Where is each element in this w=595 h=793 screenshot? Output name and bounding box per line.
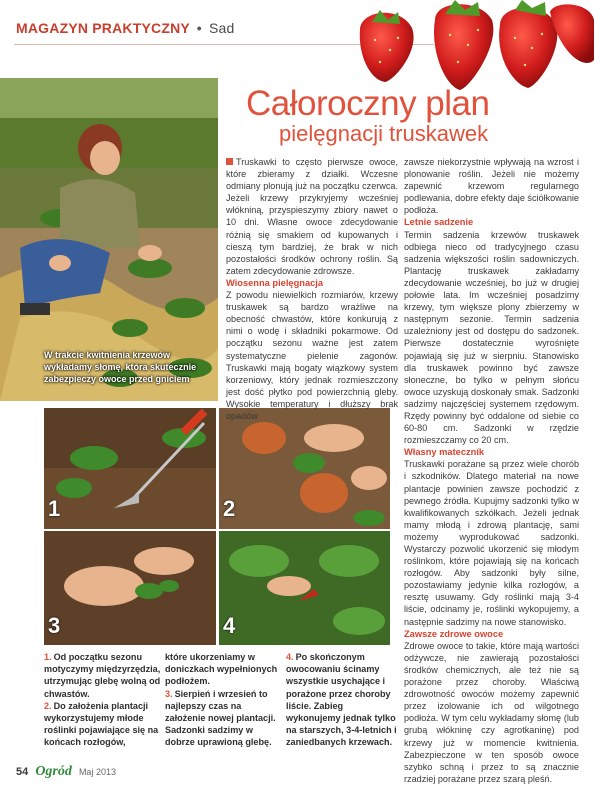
paragraph: Truskawki porażane są przez wiele chorób i szkodników. Dlatego materiał na nowe plantacje powinien zawsze pochodzić z pewnego źródła. Kupujmy sadzonki tylko w kwalifikowanych szkółkach. Jeżeli jednak mamy młodą i zdrową plantację, sami możemy wyprodukować sadzonki. Wystarczy pozwolić ukorzenić się młodym roślinkom, które pojawiają się na końcach rozłogów. Aby sadzonki były silne, pozostawiamy jedynie kilka rozłogów, a resztę usuwamy. Gdy roślinki mają 3-4 liście, odcinamy je, roślinki wykopujemy, a następnie sadzimy na nowe stanowisko. (404, 459, 579, 627)
subsection-name: Sad (208, 20, 235, 36)
subheading-summer-planting: Letnie sadzenie (404, 217, 474, 228)
article-title: Całoroczny plan (246, 84, 490, 123)
section-header (16, 20, 235, 36)
step-4-caption: 4. Po skończonym owocowaniu ścinamy wszystkie usychające i porażone przez choroby liście. Zabieg wykonujemy jednak tylko na starszych, 3-4-letnich i zaniedbanych krzewach. (286, 652, 397, 748)
step-captions-col-2 (165, 651, 283, 749)
paragraph: Termin sadzenia krzewów truskawek odbiega nieco od tradycyjnego czasu sadzenia większości roślin sadowniczych. Plantację truskawek zakładamy zdecydowanie wcześniej, bo już w drugiej połowie lata. Im wcześniej posadzimy krzewy, tym większe plony zbierzemy w następnym sezonie. Termin sadzenia uzależniony jest od dostępu do sadzonek. Pierwsze dostatecznie wyrośnięte pojawiają się już w sierpniu. Stanowisko dla truskawek powinno być zawsze słoneczne, bo tylko w pełnym słońcu owoce uzyskują doskonały smak. Sadzonki sadzimy najczęściej systemem rzędowym. Rzędy powinny być oddalone od siebie co 60-80 cm. Sadzonki w rzędzie rozmieszczamy co 20 cm. (404, 229, 579, 446)
step-2-caption: 2. Do założenia plantacji wykorzystujemy młode roślinki pojawiające się na końcach rozłogów, (44, 700, 159, 748)
subheading-spring-care: Wiosenna pielęgnacja (226, 277, 324, 288)
section-name: MAGAZYN PRAKTYCZNY (16, 20, 190, 36)
issue-date: Maj 2013 (78, 767, 116, 777)
main-photo-caption: W trakcie kwitnienia krzewów wykładamy słomę, która skutecznie zabezpieczy owoce przed gniciem (44, 350, 197, 384)
step-2-caption-continued: które ukorzeniamy w doniczkach wypełnionych podłożem. (165, 652, 278, 687)
step-photo-1-hoeing (44, 408, 216, 529)
page-number: 54 (16, 766, 29, 778)
paragraph: Zdrowe owoce to takie, które mają wartości odżywcze, nie zawierają pozostałości środków chemicznych, ale też nie są porażone przez choroby. Właściwą zdrowotność owoców możemy zapewnić przez izolowanie ich od wilgotnego podłoża. W tym celu wykładamy słomę (lub grubą włókninę czy agrotkaninę) pod krzewy już w momencie kwitnienia. Zabezpieczone w ten sposób owoce szybko schną i przez to są znacznie rzadziej porażane przez szarą pleśń. (404, 640, 579, 784)
step-3-caption: 3. Sierpień i wrzesień to najlepszy czas na założenie nowej plantacji. Sadzonki sadzimy w dobrze uprawioną glebę. (165, 688, 276, 748)
article-column-1 (226, 156, 398, 422)
step-photo-2-pots (219, 408, 390, 529)
paragraph-marker-icon (226, 158, 233, 165)
step-captions-col-1 (44, 651, 162, 749)
step-1-caption: 1. Od początku sezonu motyczymy międzyrzędzia, utrzymując glebę wolną od chwastów. (44, 652, 161, 699)
step-photo-number: 2 (223, 496, 236, 521)
header-separator: • (196, 20, 202, 36)
step-photo-4-cutting-leaves (219, 531, 390, 645)
step-captions-col-3 (286, 651, 398, 749)
article-column-2 (404, 156, 579, 785)
page-footer (16, 764, 116, 780)
magazine-logo: Ogród (35, 764, 72, 779)
step-photo-number: 1 (48, 496, 61, 521)
paragraph: Z powodu niewielkich rozmiarów, krzewy truskawek są bardzo wrażliwe na obecność chwastów, które konkurują z nimi o wodę i składniki pokarmowe. Od początku sezonu ważne jest zatem systematyczne pielenie zagonów. Truskawki mają bogaty wiązkowy system korzeniowy, który jednak rozmieszczony jest dość płytko pod powierzchnią gleby. Wysokie temperatury i dłuższy brak opadów (226, 290, 398, 421)
article-subtitle: pielęgnacji truskawek (279, 121, 489, 146)
subheading-own-nursery: Własny mateczník (404, 447, 485, 458)
step-photo-number: 4 (223, 613, 236, 638)
step-photo-3-planting (44, 531, 216, 645)
paragraph: zawsze niekorzystnie wpływają na wzrost i plonowanie roślin. Jeżeli nie możemy zapewnić krzewom regularnego podlewania, dobre efekty daje ściółkowanie podłoża. (404, 157, 579, 216)
subheading-healthy-fruit: Zawsze zdrowe owoce (404, 628, 504, 639)
strawberries-image (350, 0, 595, 95)
step-photo-number: 3 (48, 613, 61, 638)
intro-paragraph: Truskawki to często pierwsze owoce, które zbieramy z działki. Wczesne odmiany plonują już na początku czerwca. Jeżeli krzewy przykryjemy wcześniej włókniną, przyspieszymy zbiory nawet o 10 dni. Własne owoce zdecydowanie różnią się smakiem od kupowanych i cieszą tym bardziej, że brak w nich pozostałości środków ochrony roślin. Są zatem zdecydowanie zdrowsze. (226, 157, 398, 276)
